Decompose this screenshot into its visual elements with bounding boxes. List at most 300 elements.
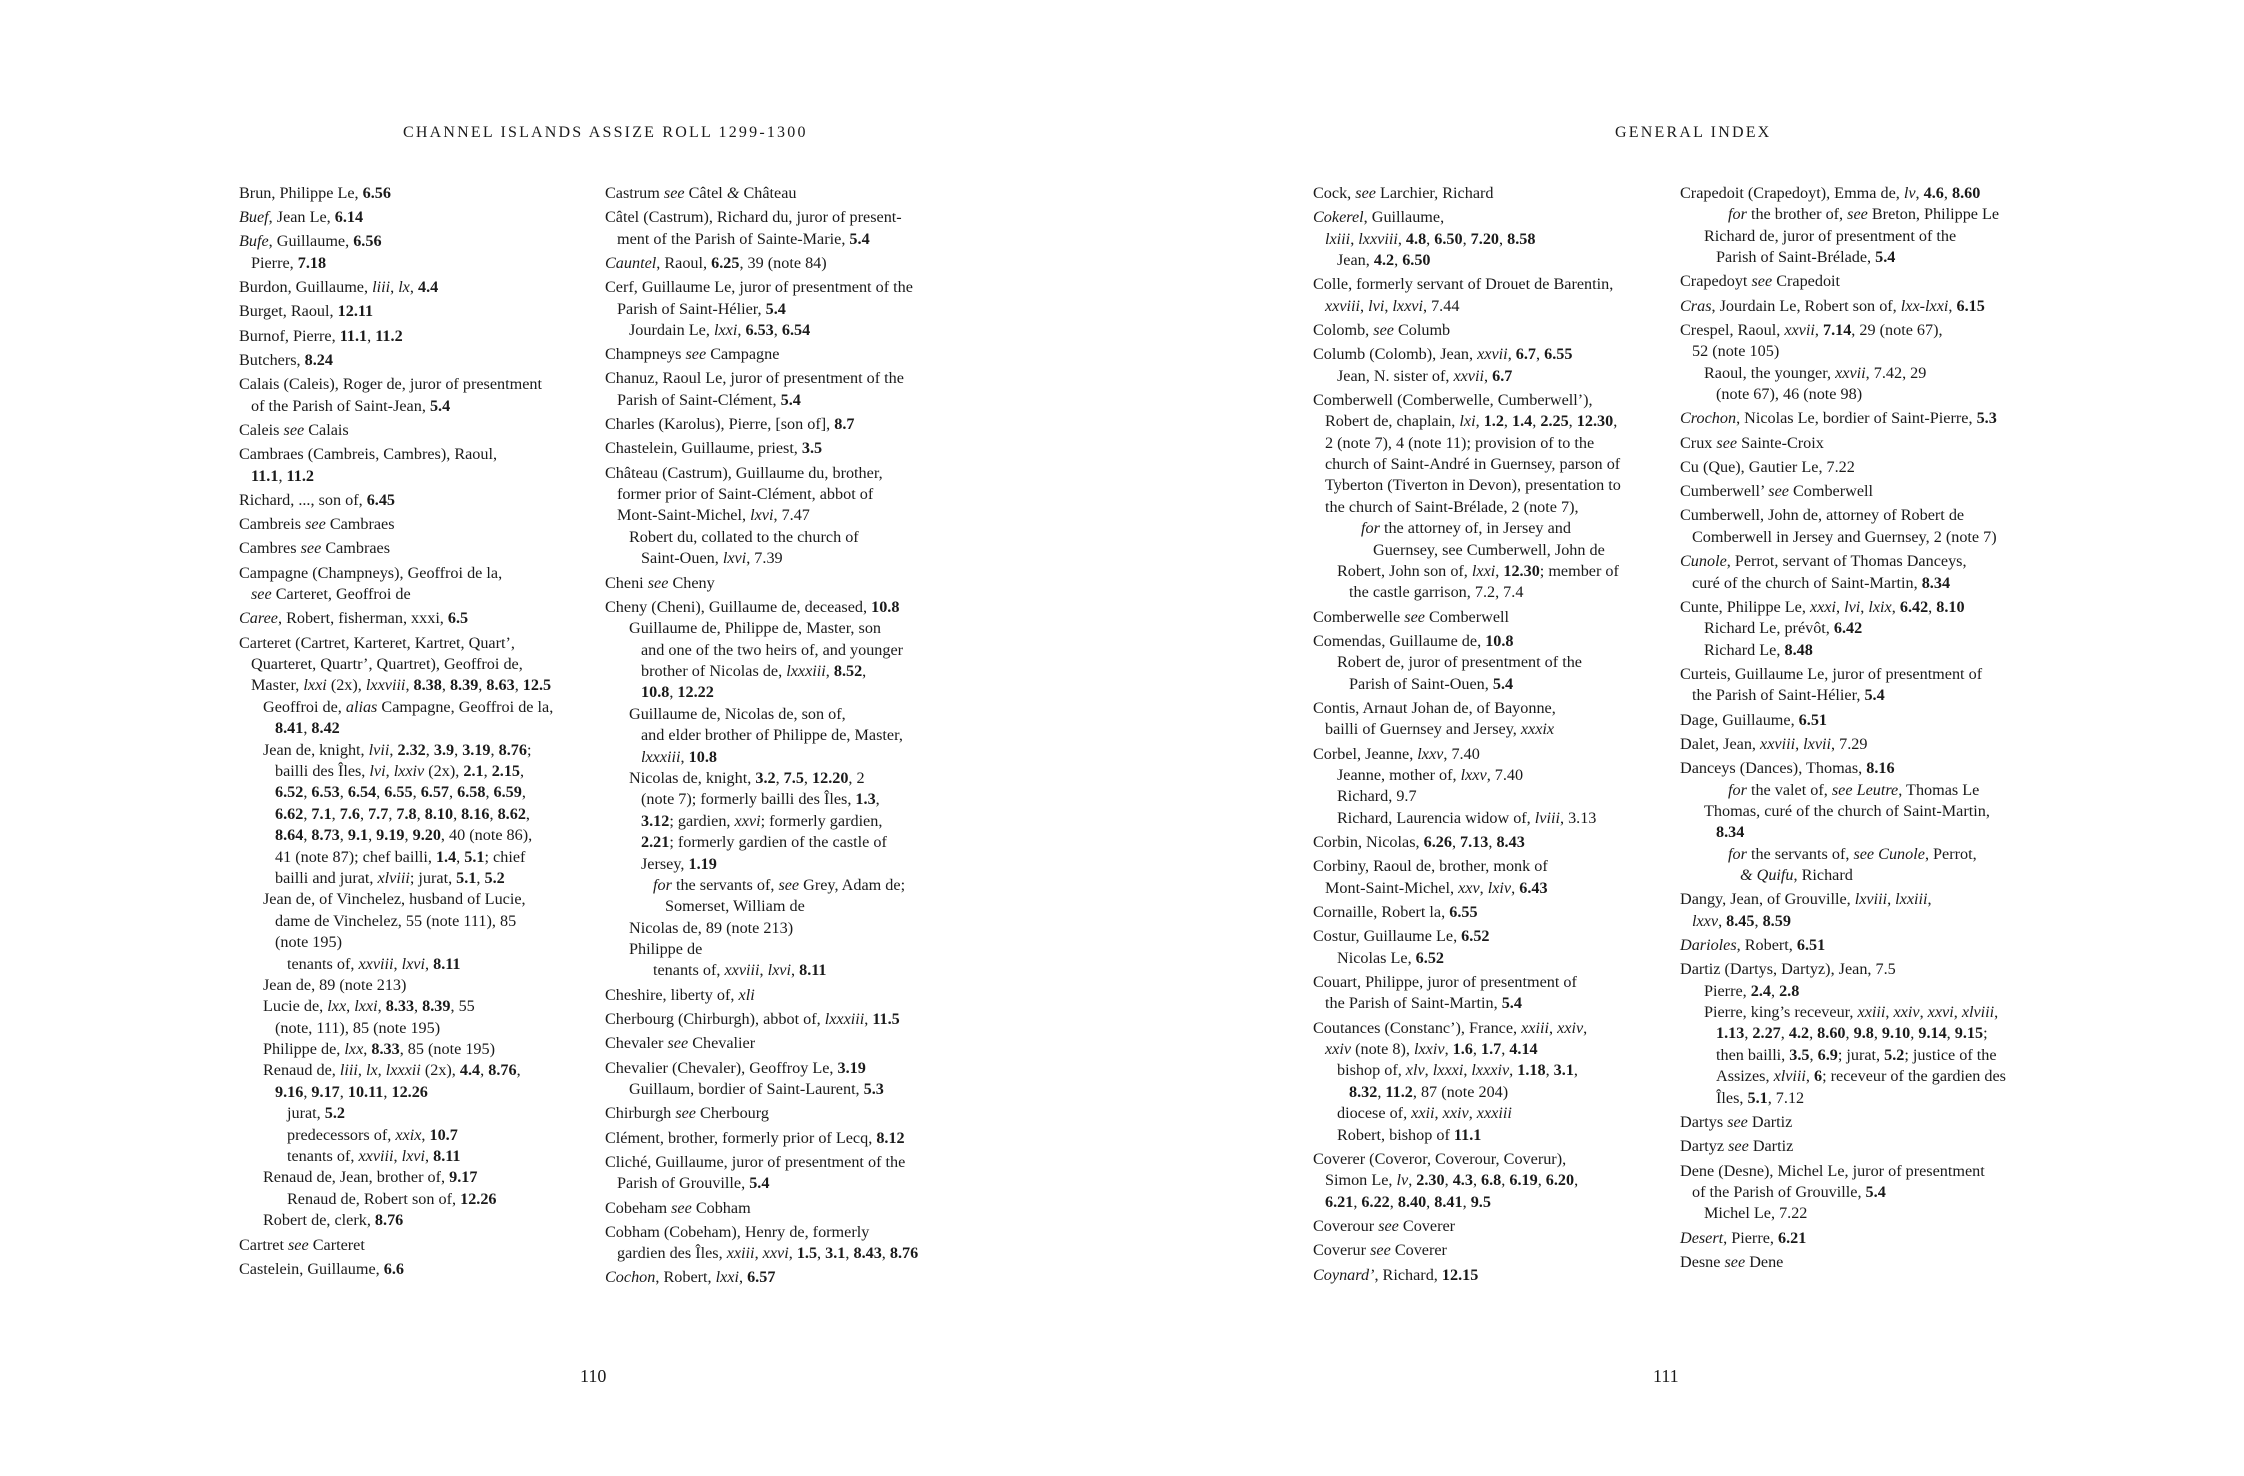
page-reference: 8.11 <box>433 954 461 973</box>
page-reference: 5.4 <box>1501 994 1522 1013</box>
index-entry <box>605 253 967 274</box>
entry-text: , <box>1873 1024 1882 1043</box>
page-reference: 6.22 <box>1361 1192 1390 1211</box>
entry-text: , <box>1360 296 1369 315</box>
entry-text: Nicolas de, knight, <box>629 768 756 787</box>
index-column <box>239 180 601 1280</box>
entry-text: Richard de, juror of presentment of the <box>1704 226 1957 245</box>
page-reference: 3.1 <box>1553 1061 1574 1080</box>
index-subline <box>239 889 601 910</box>
entry-text: Guillaume de, Philippe de, Master, son <box>629 619 882 638</box>
page-reference: 6.55 <box>384 783 413 802</box>
entry-text: , <box>1943 183 1952 202</box>
entry-text: Chastelein, Guillaume, priest, <box>605 439 802 458</box>
italic-text: see <box>778 875 800 894</box>
entry-text: , 85 (note 195) <box>399 1040 495 1059</box>
index-subline <box>605 320 967 341</box>
entry-text: , <box>1426 1192 1435 1211</box>
entry-text: , <box>367 326 376 345</box>
entry-text: Charles (Karolus), Pierre, [son of], <box>605 415 835 434</box>
index-entry <box>1313 390 1675 411</box>
entry-text: Dene <box>1745 1252 1784 1271</box>
italic-text: lxxviii <box>1358 229 1398 248</box>
entry-text: Cheny (Cheni), Guillaume de, deceased, <box>605 597 872 616</box>
entry-text: Somerset, William de <box>665 897 805 916</box>
italic-text: Cokerel <box>1313 208 1364 227</box>
entry-text: , Jourdain Le, Robert son of, <box>1711 296 1901 315</box>
entry-text: Cambres <box>239 539 301 558</box>
entry-text: ; <box>1983 1024 1988 1043</box>
index-subline <box>1313 518 1675 539</box>
page-reference: 4.4 <box>417 278 439 297</box>
entry-text: ; member of <box>1539 561 1619 580</box>
page-reference: 8.10 <box>1936 597 1965 616</box>
index-subline <box>1680 780 2050 801</box>
entry-text: (note 67), 46 (note 98) <box>1716 385 1863 404</box>
italic-text: lxxi <box>354 997 378 1016</box>
italic-text: lvi <box>1844 597 1861 616</box>
index-subline <box>605 704 967 725</box>
page-reference: 6.52 <box>1415 948 1444 967</box>
page-reference: 8.60 <box>1951 183 1981 202</box>
entry-text: Colomb, <box>1313 320 1374 339</box>
page-reference: 12.15 <box>1441 1265 1479 1284</box>
entry-text: the castle garrison, 7.2, 7.4 <box>1349 583 1524 602</box>
index-entry <box>1313 1265 1675 1286</box>
page-reference: 8.16 <box>1866 759 1895 778</box>
page-reference: 8.43 <box>1496 833 1525 852</box>
page-reference: 4.8 <box>1405 229 1427 248</box>
page-reference: 2.27 <box>1752 1024 1781 1043</box>
index-entry <box>239 1259 601 1280</box>
page-reference: 8.33 <box>385 997 415 1016</box>
italic-text: xxiii <box>726 1244 755 1263</box>
index-subline <box>605 896 967 917</box>
index-entry <box>239 444 601 465</box>
entry-text: (note, 111), 85 (note 195) <box>275 1018 441 1037</box>
entry-text: , Perrot, servant of Thomas Danceys, <box>1726 552 1967 571</box>
entry-text: , 7.12 <box>1767 1088 1805 1107</box>
italic-text: for <box>1728 780 1747 799</box>
entry-text: Nicolas de, 89 (note 213) <box>629 918 794 937</box>
entry-text: , <box>454 740 463 759</box>
index-subline <box>605 918 967 939</box>
italic-text: xxxiii <box>1476 1104 1512 1123</box>
index-subline <box>1313 1125 1675 1146</box>
entry-text: , 7.47 <box>773 506 810 525</box>
entry-text: 41 (note 87); chef bailli, <box>275 847 436 866</box>
index-subline <box>1680 204 2050 225</box>
index-entry <box>1313 744 1675 765</box>
page-reference: 8.41 <box>275 719 304 738</box>
page-reference: 5.4 <box>429 396 451 415</box>
page-reference: 2.32 <box>397 740 426 759</box>
italic-text: see <box>1727 1112 1748 1131</box>
entry-text: the Parish of Saint-Martin, <box>1325 994 1502 1013</box>
entry-text: , <box>1780 1024 1789 1043</box>
index-subline <box>605 299 967 320</box>
entry-text: , <box>791 961 800 980</box>
page-reference: 6.5 <box>447 609 469 628</box>
italic-text: Cunole <box>1680 552 1727 571</box>
entry-text: , <box>862 662 867 680</box>
entry-text: , <box>1389 1192 1398 1211</box>
entry-text: (2x), <box>424 762 464 781</box>
index-subline <box>1680 1088 2050 1109</box>
entry-text: , Guillaume, <box>1363 208 1445 227</box>
page-number: 110 <box>580 1366 607 1386</box>
entry-text: Quarteret, Quartr’, Quartret), Geoffroi de, <box>251 655 523 674</box>
entry-text: , <box>303 1082 312 1101</box>
entry-text: and elder brother of Philippe de, Master, <box>641 726 903 745</box>
index-subline <box>239 718 601 739</box>
page-reference: 7.18 <box>297 253 327 272</box>
entry-text: Corbel, Jeanne, <box>1313 744 1418 763</box>
page-reference: 8.39 <box>422 997 451 1016</box>
entry-text: , 7.40 <box>1443 744 1480 763</box>
entry-text: Cu (Que), Gautier Le, 7.22 <box>1680 457 1855 476</box>
entry-text: , 87 (note 204) <box>1412 1082 1509 1101</box>
page-reference: 6.53 <box>745 320 774 339</box>
page-reference: 6.54 <box>781 320 811 339</box>
index-subline <box>239 740 601 761</box>
entry-text: Renaud de, <box>263 1061 340 1080</box>
italic-text: lxxv <box>1417 744 1444 763</box>
entry-text: , <box>1501 1040 1510 1059</box>
index-subline <box>605 875 967 896</box>
page-reference: 6.52 <box>275 783 304 802</box>
index-subline <box>605 484 967 505</box>
entry-text: , <box>520 762 525 781</box>
index-subline <box>239 911 601 932</box>
entry-text: , <box>489 804 498 823</box>
entry-text: Danceys (Dances), Thomas, <box>1680 759 1867 778</box>
entry-text: , <box>339 826 348 845</box>
entry-text: Coverour <box>1313 1217 1379 1235</box>
entry-text: bailli and jurat, <box>275 868 378 887</box>
index-entry <box>1680 959 2050 980</box>
index-entry <box>605 1009 967 1030</box>
index-subline <box>1313 948 1675 969</box>
entry-text: , <box>376 783 385 802</box>
italic-text: lx <box>398 278 410 297</box>
page-reference: 8.10 <box>424 804 454 823</box>
entry-text: , <box>825 662 834 680</box>
page-reference: 6.56 <box>353 232 382 251</box>
index-subline <box>605 811 967 832</box>
entry-text: Cheni <box>605 573 648 592</box>
entry-text: , <box>389 740 398 759</box>
entry-text: , <box>1507 345 1516 364</box>
entry-text: 2 (note 7), 4 (note 11); provision of to the <box>1325 433 1595 452</box>
index-subline <box>239 975 601 996</box>
entry-text: Chevalier <box>688 1034 756 1053</box>
italic-text: see <box>671 1198 692 1217</box>
index-entry <box>1680 1252 2050 1273</box>
entry-text: the church of Saint-Brélade, 2 (note 7), <box>1325 497 1579 516</box>
entry-text: , <box>525 804 530 823</box>
entry-text: Renaud de, Jean, brother of, <box>263 1168 450 1187</box>
entry-text: , <box>346 997 355 1016</box>
index-column <box>1313 180 1675 1286</box>
italic-text: Cras <box>1680 296 1712 315</box>
entry-text: Richard Le, prévôt, <box>1704 619 1834 638</box>
entry-text: Colle, formerly servant of Drouet de Barentin, <box>1313 275 1614 294</box>
entry-text: , Robert, <box>655 1268 716 1287</box>
italic-text: lxxiv <box>393 762 425 781</box>
index-subline <box>1680 247 2050 268</box>
entry-text: , <box>1424 1061 1433 1080</box>
index-entry <box>1313 926 1675 947</box>
index-entry <box>605 463 967 484</box>
index-subline <box>1313 561 1675 582</box>
entry-text: Jourdain Le, <box>629 320 714 339</box>
italic-text: lxxxiii <box>786 662 826 680</box>
entry-text: Crapedoit (Crapedoyt), Emma de, <box>1680 183 1904 202</box>
italic-text: lxxxi <box>1432 1061 1464 1080</box>
index-subline <box>1313 411 1675 432</box>
entry-text: , <box>1451 833 1461 852</box>
entry-text: Carteret <box>308 1235 365 1254</box>
page-reference: 7.1 <box>311 804 332 823</box>
index-subline <box>1313 808 1675 829</box>
entry-text: , <box>1814 320 1823 339</box>
entry-text: Tyberton (Tiverton in Devon), presentation to <box>1325 476 1621 495</box>
entry-text: the brother of, <box>1746 205 1848 224</box>
italic-text: see <box>1728 1137 1749 1156</box>
entry-text: diocese of, <box>1337 1104 1412 1123</box>
page-reference: 6.53 <box>311 783 340 802</box>
entry-text: bishop of, <box>1337 1061 1406 1080</box>
entry-text: ; formerly gardien, <box>760 811 883 830</box>
entry-text: , <box>456 847 465 866</box>
page-reference: 6.51 <box>1798 710 1827 729</box>
page-reference: 6.50 <box>1434 229 1463 248</box>
page-reference: 11.1 <box>1453 1125 1482 1144</box>
page-reference: 1.19 <box>688 854 717 873</box>
entry-text: , <box>1805 1067 1815 1086</box>
index-subline <box>605 939 967 960</box>
entry-text: , <box>680 747 689 766</box>
index-subline <box>1680 527 2050 548</box>
entry-text: , <box>388 804 397 823</box>
entry-text: bailli des Îles, <box>275 762 370 781</box>
page-reference: 1.5 <box>796 1244 818 1263</box>
index-subline <box>239 1210 601 1231</box>
entry-text: Jean, N. sister of, <box>1337 366 1454 385</box>
index-subline <box>239 1060 601 1081</box>
entry-text: Parish of Saint-Clément, <box>617 390 781 409</box>
italic-text: xlviii <box>377 868 410 887</box>
italic-text: see <box>663 183 685 202</box>
entry-text: Cambraes <box>325 515 395 534</box>
index-entry <box>1680 183 2050 204</box>
index-subline <box>1313 993 1675 1014</box>
entry-text: Guillaum, bordier of Saint-Laurent, <box>629 1079 864 1098</box>
index-subline <box>1680 384 2050 405</box>
page-reference: 2.1 <box>463 762 484 781</box>
index-entry <box>1680 889 2050 910</box>
entry-text: Parish of Grouville, <box>617 1174 750 1193</box>
entry-text: , <box>478 676 487 695</box>
entry-text: Cambraes <box>321 539 391 558</box>
right-page <box>1122 0 2244 1476</box>
italic-text: lxvi <box>750 506 774 525</box>
page-reference: 8.11 <box>799 961 827 980</box>
entry-text: Chirburgh <box>605 1104 676 1123</box>
index-subline <box>239 782 601 803</box>
entry-text: Cornaille, Robert la, <box>1313 903 1450 922</box>
italic-text: see <box>1847 205 1868 224</box>
page-reference: 12.11 <box>337 302 374 321</box>
page-reference: 6.58 <box>457 783 486 802</box>
page-reference: 6.21 <box>1778 1228 1807 1247</box>
page-reference: 6.52 <box>1461 927 1490 946</box>
italic-text: xli <box>738 985 755 1004</box>
entry-text: , Robert, <box>1736 936 1797 955</box>
index-subline <box>1680 822 2050 843</box>
entry-text: , <box>1468 1104 1477 1123</box>
page-reference: 6.14 <box>334 208 364 227</box>
italic-text: lxiii <box>1325 229 1351 248</box>
page-reference: 11.1 <box>339 326 368 345</box>
entry-text: gardien des Îles, <box>617 1244 727 1263</box>
page-reference: 9.20 <box>412 826 441 845</box>
italic-text: Crochon <box>1680 409 1737 428</box>
page-reference: 12.26 <box>460 1189 497 1208</box>
entry-text: , <box>1845 1024 1854 1043</box>
entry-text: Comberwell <box>1788 482 1874 501</box>
italic-text: xxvii <box>1477 345 1508 364</box>
italic-text: lxxxiv <box>1471 1061 1510 1080</box>
entry-text: , <box>1919 1003 1928 1022</box>
index-subline <box>1680 865 2050 886</box>
index-subline <box>1313 582 1675 603</box>
index-subline <box>239 761 601 782</box>
italic-text: see <box>1404 607 1425 626</box>
italic-text: Desert <box>1680 1228 1724 1247</box>
index-entry <box>605 1103 967 1124</box>
entry-text: Château (Castrum), Guillaume du, brother, <box>605 463 883 482</box>
page-reference: 9.19 <box>376 826 405 845</box>
italic-text: see <box>1355 183 1376 202</box>
index-entry <box>239 350 601 371</box>
italic-text: see <box>1768 482 1789 501</box>
entry-text: , <box>414 997 423 1016</box>
page-reference: 3.12 <box>641 811 670 830</box>
index-subline <box>605 505 967 526</box>
entry-text: Pierre, king’s receveur, <box>1704 1003 1858 1022</box>
entry-text: , <box>377 1061 386 1080</box>
entry-text: , <box>1463 1061 1472 1080</box>
italic-text: xxviii <box>724 961 760 980</box>
index-entry <box>1680 710 2050 731</box>
italic-text: xxiv <box>1557 1018 1584 1037</box>
entry-text: , <box>514 676 523 695</box>
page-reference: 9.14 <box>1918 1024 1947 1043</box>
entry-text: , <box>303 783 312 802</box>
entry-text: tenants of, <box>287 954 359 973</box>
italic-text: see <box>251 585 272 604</box>
entry-text: , <box>383 1082 392 1101</box>
entry-text: Columb <box>1393 320 1451 339</box>
entry-text: , <box>1836 597 1845 616</box>
index-entry <box>239 563 601 584</box>
italic-text: xxiv <box>1442 1104 1469 1123</box>
index-subline <box>605 527 967 548</box>
page-reference: 5.4 <box>1492 674 1514 693</box>
index-entry <box>605 414 967 435</box>
entry-text: Richard, Laurencia widow of, <box>1337 808 1535 827</box>
entry-text: Coverer <box>1390 1241 1447 1260</box>
index-subline <box>1313 229 1675 250</box>
index-entry <box>605 207 967 228</box>
italic-text: xlv <box>1405 1061 1425 1080</box>
entry-text: , <box>1488 833 1497 852</box>
entry-text: , Jean Le, <box>268 208 335 227</box>
entry-text: , <box>425 1147 434 1166</box>
index-subline <box>1680 1002 2050 1023</box>
entry-text: , <box>441 676 450 695</box>
page-reference: 3.1 <box>825 1244 846 1263</box>
index-subline <box>605 618 967 639</box>
entry-text: , <box>359 804 369 823</box>
entry-text: Cumberwell, John de, attorney of Robert de <box>1680 506 1965 525</box>
entry-text: jurat, <box>287 1104 325 1123</box>
page-reference: 1.2 <box>1483 412 1504 431</box>
italic-text: for <box>1728 205 1747 224</box>
page-reference: 8.11 <box>433 1147 461 1166</box>
italic-text: xxv <box>1458 878 1480 897</box>
entry-text: ; jurat, <box>409 868 457 887</box>
entry-text: , <box>1408 1171 1417 1190</box>
entry-text: Cobeham <box>605 1198 672 1217</box>
index-subline <box>1313 1103 1675 1124</box>
entry-text: the valet of, <box>1746 780 1832 799</box>
italic-text: lxxi <box>1471 561 1496 580</box>
italic-text: lxx-lxxi <box>1900 296 1949 315</box>
index-entry <box>1313 972 1675 993</box>
running-head: GENERAL INDEX <box>1615 124 1772 141</box>
page-reference: 6.62 <box>275 804 304 823</box>
entry-text: Cerf, Guillaume Le, juror of presentment of the <box>605 278 913 297</box>
index-entry <box>1680 734 2050 755</box>
index-entry <box>605 1152 967 1173</box>
entry-text: , <box>485 783 494 802</box>
entry-text: Jean de, 89 (note 213) <box>263 975 407 994</box>
entry-text: , 55 <box>450 997 475 1016</box>
italic-text: xxviii <box>358 954 394 973</box>
entry-text: , <box>1503 412 1513 431</box>
entry-text: , <box>303 826 312 845</box>
index-entry <box>1680 433 2050 454</box>
entry-text: , <box>339 1082 348 1101</box>
entry-text: , <box>1744 1024 1753 1043</box>
italic-text: xxvi <box>1927 1003 1954 1022</box>
italic-text: lxi <box>1459 412 1476 431</box>
index-subline <box>605 747 967 768</box>
entry-text: Richard Le, <box>1704 640 1785 659</box>
page-reference: 6.26 <box>1423 833 1452 852</box>
entry-text: Coutances (Constanc’), France, <box>1313 1018 1522 1037</box>
entry-text: , <box>737 320 746 339</box>
page-reference: 6.7 <box>1492 366 1513 385</box>
italic-text: xxix <box>395 1125 422 1144</box>
entry-text: Corbin, Nicolas, <box>1313 833 1424 852</box>
entry-text: Cartret <box>239 1235 288 1254</box>
page-reference: 5.2 <box>484 868 505 887</box>
page-reference: 8.52 <box>833 662 863 680</box>
